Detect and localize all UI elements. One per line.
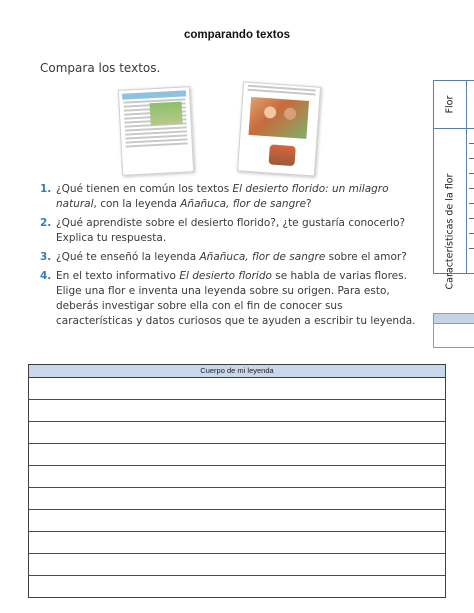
legend-writing-row[interactable] [29,422,445,444]
question-number: 3. [40,251,52,263]
legend-writing-row[interactable] [29,554,445,576]
legend-writing-row[interactable] [29,510,445,532]
question-2: 2. ¿Qué aprendiste sobre el desierto florido?, ¿te gustaría conocerlo? Explica tu respuesta. [40,217,406,244]
question-4: 4. En el texto informativo El desierto florido se habla de varias flores. Elige una flor e inventa una leyenda sobre su origen. Para esto, deberás investigar sobre ella con el fin de conocer sus características y datos curiosos que te ayuden a escribir tu leyenda. [40,270,416,327]
legend-writing-row[interactable] [29,466,445,488]
legend-writing-row[interactable] [29,488,445,510]
legend-writing-row[interactable] [29,444,445,466]
flower-header: Flor [444,95,456,114]
legend-table-header: Cuerpo de mi leyenda [29,365,445,378]
question-number: 1. [40,183,52,195]
text-thumbnail-leyenda [237,81,321,176]
characteristics-label: Características de la flor [444,173,456,290]
question-list [40,182,420,333]
text-thumbnail-desierto [118,86,194,176]
legend-writing-row[interactable] [29,576,445,597]
question-number: 4. [40,270,52,282]
legend-body-table [28,364,446,598]
instruction-text: Compara los textos. [40,61,161,75]
page-title: comparando textos [183,29,291,41]
question-number: 2. [40,217,52,229]
flower-characteristics-table [433,80,474,290]
side-small-table [433,313,474,348]
legend-writing-row[interactable] [29,532,445,554]
question-3: 3. ¿Qué te enseñó la leyenda Añañuca, flor de sangre sobre el amor? [40,251,407,263]
question-1: 1. ¿Qué tienen en común los textos El desierto florido: un milagro natural, con la leyenda Añañuca, flor de sangre? [40,183,389,210]
legend-writing-row[interactable] [29,378,445,400]
legend-writing-row[interactable] [29,400,445,422]
